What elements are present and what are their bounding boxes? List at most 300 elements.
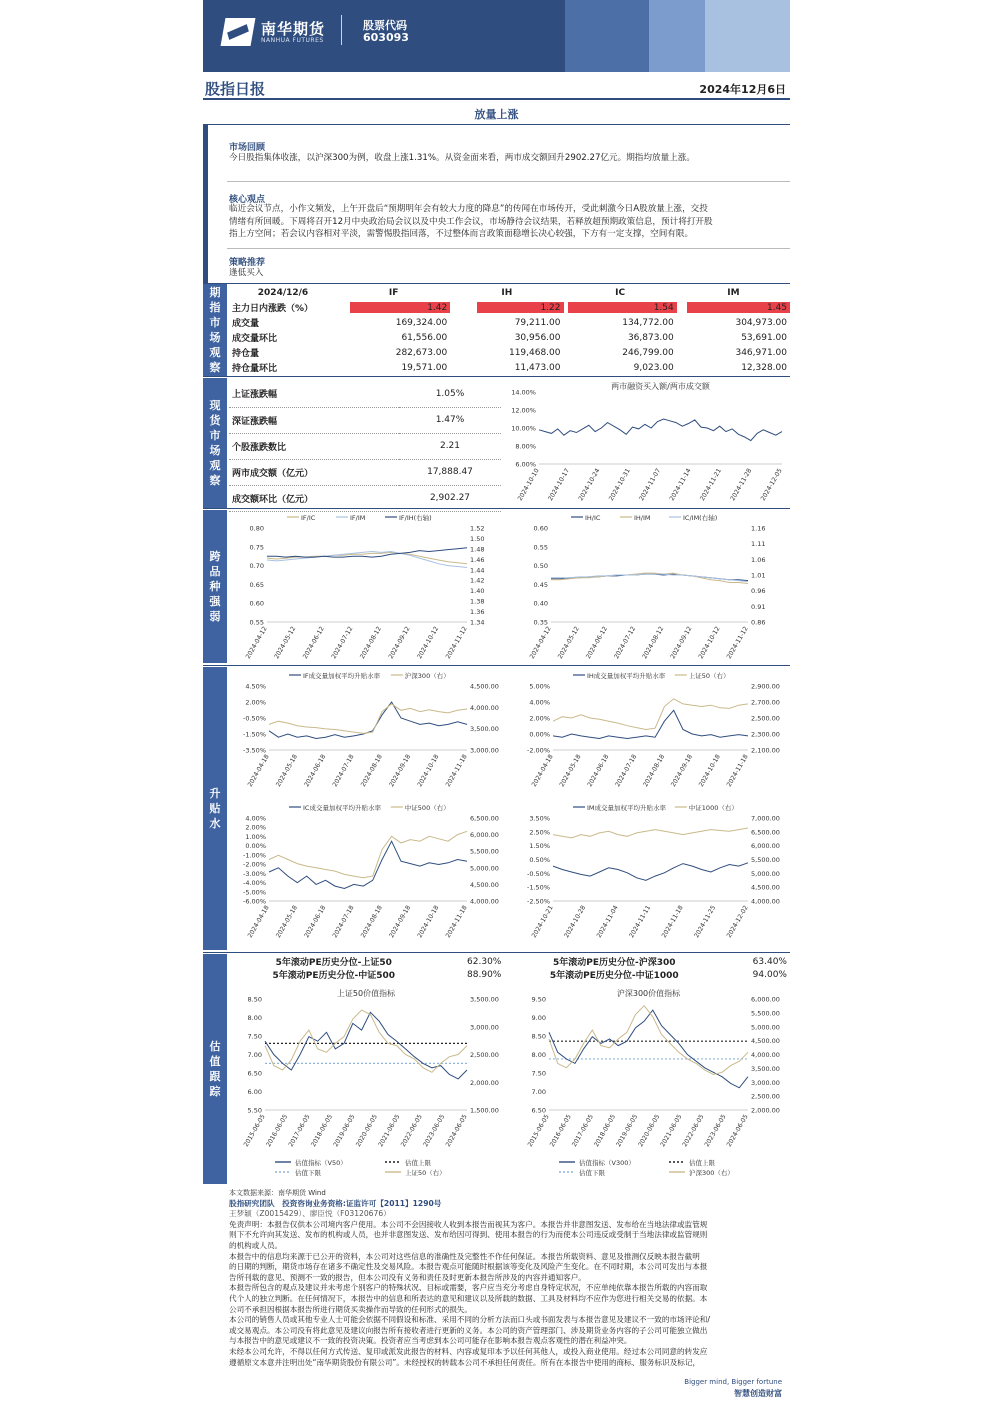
y2-tick-label: 4,500.00 xyxy=(470,682,499,691)
y2-tick-label: 2,300.00 xyxy=(751,730,780,739)
series-line xyxy=(265,1012,467,1079)
x-tick-label: 2024-10-21 xyxy=(530,904,555,940)
x-tick-label: 2023-06-05 xyxy=(422,1113,447,1149)
futures-table xyxy=(229,285,790,375)
x-tick-label: 2024-11-11 xyxy=(628,904,653,940)
x-tick-label: 2020-06-05 xyxy=(354,1113,379,1149)
disclaimer-line: 本报告中的信息均来源于已公开的资料，本公司对这些信息的准确性及完整性不作任何保证。本报告所载资料、意见及推测仅反映本报告截明 xyxy=(229,1251,700,1261)
y-tick-label: -2.00% xyxy=(527,746,550,755)
divider xyxy=(203,508,790,509)
futures-col-header: IF xyxy=(388,287,399,298)
y-tick-label: 0.75 xyxy=(249,543,264,552)
disclaimer xyxy=(229,1220,789,1368)
stock-label: 股票代码 xyxy=(363,19,407,32)
y-tick-label: 14.00% xyxy=(511,388,536,397)
y-tick-label: 0.60 xyxy=(533,524,548,533)
y2-tick-label: 3,000.00 xyxy=(470,746,499,755)
cell: 79,211.00 xyxy=(514,317,561,328)
x-tick-label: 2024-09-18 xyxy=(669,753,695,789)
spot-value: 1.05% xyxy=(399,381,501,407)
x-tick-label: 2024-11-21 xyxy=(698,467,723,503)
brand-cn: 南华期货 xyxy=(261,20,326,38)
y-tick-label: -6.00% xyxy=(243,897,266,906)
x-tick-label: 2015-06-05 xyxy=(526,1113,551,1149)
row-label: 成交量 xyxy=(232,319,260,329)
chart-svg xyxy=(513,802,790,947)
x-tick-label: 2024-04-12 xyxy=(528,625,553,661)
cell: 19,571.00 xyxy=(401,362,448,373)
y-tick-label: 1.50% xyxy=(529,842,550,851)
change-bar-cell xyxy=(337,300,450,315)
x-tick-label: 2024-11-18 xyxy=(660,904,685,940)
spot-row xyxy=(229,433,501,459)
series-line xyxy=(553,710,748,738)
row-label: 成交量环比 xyxy=(232,334,278,344)
x-tick-label: 2024-09-18 xyxy=(388,753,413,789)
x-tick-label: 2024-08-12 xyxy=(641,625,666,661)
ih-basis-chart xyxy=(513,670,790,800)
change-value: 1.22 xyxy=(540,302,561,313)
market-review-text: 今日股指集体收涨，以沪深300为例，收盘上涨1.31%。从资金面来看，两市成交额回升2902.27亿元。期指均放量上涨。 xyxy=(229,153,695,163)
y-tick-label: 0.55 xyxy=(249,618,264,627)
row-label: 主力日内涨跌（%） xyxy=(232,304,314,314)
chart-svg xyxy=(229,985,509,1180)
x-tick-label: 2018-06-05 xyxy=(593,1113,618,1149)
x-tick-label: 2024-09-12 xyxy=(669,625,694,661)
y-tick-label: 4.00% xyxy=(245,814,266,823)
spot-label: 深证涨跌幅 xyxy=(229,407,399,433)
y2-tick-label: 7,000.00 xyxy=(751,814,780,823)
y-tick-label: 6.00% xyxy=(515,460,536,469)
chart-title: 沪深300价值指标 xyxy=(616,989,681,998)
disclaimer-line: 未经本公司允许，不得以任何方式传送、复印或派发此报告的材料、内容或复印本予以任何其他人，或投入商业使用。经过本公司同意的转发应 xyxy=(229,1346,708,1356)
x-tick-label: 2024-10-17 xyxy=(547,467,572,503)
cell: 12,328.00 xyxy=(741,362,787,373)
margin-ratio-chart xyxy=(503,378,790,506)
y2-tick-label: 1.16 xyxy=(751,524,766,533)
y2-tick-label: 5,500.00 xyxy=(751,1009,780,1018)
futures-col-header: IC xyxy=(615,287,626,298)
x-tick-label: 2024-11-04 xyxy=(595,904,620,940)
spot-label: 两市成交额（亿元） xyxy=(229,459,399,485)
x-tick-label: 2016-06-05 xyxy=(548,1113,573,1149)
logo-divider xyxy=(341,15,342,45)
x-tick-label: 2019-06-05 xyxy=(615,1113,640,1149)
change-value: 1.45 xyxy=(766,302,787,313)
y2-tick-label: 1.46 xyxy=(470,555,485,564)
y-tick-label: 7.50 xyxy=(531,1069,546,1078)
y2-tick-label: 5,500.00 xyxy=(470,847,499,856)
legend-label: IC成交量加权平均升贴水率 xyxy=(303,804,381,812)
disclaimer-line: 本公司的销售人员或其他专业人士可能会依据不同假设和标准、采用不同的分析方法而口头或书面发表与本报告意见及建议不一致的市场评论和/ xyxy=(229,1315,710,1325)
x-tick-label: 2023-06-05 xyxy=(703,1113,728,1149)
y2-tick-label: 2,000.00 xyxy=(751,1106,780,1115)
y2-tick-label: 2,500.00 xyxy=(470,1051,499,1059)
series-line xyxy=(553,699,748,730)
spot-label: 成交额环比（亿元） xyxy=(229,485,399,511)
x-tick-label: 2024-08-18 xyxy=(359,753,384,789)
y-tick-label: 8.00 xyxy=(531,1051,546,1059)
y-tick-label: 2.00% xyxy=(245,823,266,832)
y-tick-label: -1.50% xyxy=(527,883,550,892)
x-tick-label: 2024-07-12 xyxy=(613,625,638,661)
x-tick-label: 2022-06-05 xyxy=(399,1113,424,1149)
header-banner xyxy=(203,0,790,72)
series-line xyxy=(269,831,467,878)
y-tick-label: 0.35 xyxy=(533,618,548,627)
legend-label: IH/IM xyxy=(634,514,651,522)
ih-ratio-chart xyxy=(513,512,790,662)
x-tick-label: 2024-04-18 xyxy=(530,753,555,789)
chart-svg xyxy=(229,670,509,800)
y-tick-label: 0.00% xyxy=(529,730,550,739)
x-tick-label: 2022-06-05 xyxy=(681,1113,706,1149)
x-tick-label: 2024-11-14 xyxy=(668,467,693,503)
change-value: 1.54 xyxy=(653,302,674,313)
y-tick-label: 4.50% xyxy=(245,682,266,691)
legend-label: IH/IC xyxy=(585,514,601,522)
chart-svg xyxy=(503,378,790,506)
cell: 304,973.00 xyxy=(735,317,787,328)
x-tick-label: 2020-06-05 xyxy=(637,1113,662,1149)
legend-label: 上证50（右） xyxy=(405,1169,446,1177)
chart-title: 上证50价值指标 xyxy=(336,989,396,998)
banner-stripe xyxy=(705,0,790,72)
core-view-line: 指上方空间；若会议内容相对平淡，需警惕股指回落，不过整体而言政策面稳增长决心较强，下方有一定支撑，空间有限。 xyxy=(229,229,694,239)
hs300-valuation-chart xyxy=(513,985,790,1180)
pe-row xyxy=(229,968,790,981)
x-tick-label: 2024-11-07 xyxy=(638,467,663,503)
pe-value: 94.00% xyxy=(752,969,787,980)
x-tick-label: 2017-06-05 xyxy=(570,1113,595,1149)
chart-svg xyxy=(229,512,509,662)
futures-row-change xyxy=(229,300,790,315)
y-tick-label: 0.65 xyxy=(249,580,264,589)
y2-tick-label: 4,500.00 xyxy=(751,1037,780,1046)
pe-value: 63.40% xyxy=(752,956,787,967)
y2-tick-label: 5,000.00 xyxy=(470,864,499,873)
futures-col-header: IM xyxy=(727,287,740,298)
core-view-text xyxy=(229,203,784,241)
y2-tick-label: 3,500.00 xyxy=(751,1064,780,1073)
x-tick-label: 2024-10-18 xyxy=(416,753,441,789)
divider xyxy=(203,124,790,125)
y-tick-label: 12.00% xyxy=(511,406,536,415)
spot-sidebar-label: 现 货 市 场 观 察 xyxy=(209,399,221,487)
y-tick-label: -3.00% xyxy=(243,869,266,878)
if-ratio-chart xyxy=(229,512,509,662)
y-tick-label: -0.50% xyxy=(243,714,266,723)
if-basis-chart xyxy=(229,670,509,800)
legend-label: 沪深300（右） xyxy=(404,672,450,680)
futures-col-header: IH xyxy=(501,287,513,298)
y2-tick-label: 6,000.00 xyxy=(470,831,499,840)
series-line xyxy=(539,419,782,441)
title-row xyxy=(203,76,790,100)
core-view-line: 情绪有所回暖。下周将召开12月中央政治局会议以及中央工作会议，市场静待会议结果，若释放超预期政策信息，预计将打开股 xyxy=(229,216,713,227)
y-tick-label: 9.00 xyxy=(531,1014,546,1022)
x-tick-label: 2024-08-12 xyxy=(358,625,384,661)
y2-tick-label: 1.06 xyxy=(751,555,766,564)
y-tick-label: 0.45 xyxy=(533,580,548,589)
disclaimer-line: 公司不承担因根据本报告所进行期货买卖操作而导致的任何形式的损失。 xyxy=(229,1304,472,1314)
y2-tick-label: 1.42 xyxy=(470,576,485,585)
headline: 放量上涨 xyxy=(474,108,519,121)
chart-title: 两市融资买入额/两市成交额 xyxy=(611,382,710,391)
divider xyxy=(203,665,790,666)
y2-tick-label: 3,000.00 xyxy=(470,1023,499,1032)
data-source: 本文数据来源：南华期货 Wind xyxy=(229,1189,326,1197)
legend-label: 上证50（右） xyxy=(688,672,730,680)
y-tick-label: -4.00% xyxy=(243,879,266,888)
y2-tick-label: 4,000.00 xyxy=(751,897,780,906)
y-tick-label: 8.00 xyxy=(247,1014,262,1022)
y-tick-label: 6.00 xyxy=(247,1088,262,1096)
chart-svg xyxy=(229,802,509,947)
y-tick-label: 9.50 xyxy=(531,995,546,1004)
y2-tick-label: 1.44 xyxy=(470,566,485,575)
disclaimer-line: 与本报告中的意见或建议不一致的投资决策。投资者应当考虑到本公司可能存在影响本报告观点客观性的潜在利益冲突。 xyxy=(229,1336,632,1346)
y2-tick-label: 1.11 xyxy=(751,540,766,549)
legend-label: IF/IC xyxy=(301,514,316,522)
row-label: 持仓量环比 xyxy=(232,364,278,374)
spot-table xyxy=(229,381,501,512)
x-tick-label: 2015-06-05 xyxy=(242,1113,267,1149)
cell: 346,971.00 xyxy=(735,347,787,358)
y-tick-label: 0.60 xyxy=(249,599,264,608)
core-view-line: 临近会议节点，小作文频发，上午开盘后“预期明年会有较大力度的降息”的传闻在市场传开，受此刺激今日A股放量上涨，交投 xyxy=(229,204,708,214)
y-tick-label: 5.00% xyxy=(529,682,550,691)
spot-value: 1.47% xyxy=(399,407,501,433)
change-value: 1.42 xyxy=(427,302,448,313)
x-tick-label: 2024-08-18 xyxy=(642,753,667,789)
y2-tick-label: 6,000.00 xyxy=(751,995,780,1004)
change-bar-cell xyxy=(677,300,790,315)
pe-value: 62.30% xyxy=(467,956,502,967)
y-tick-label: 0.80 xyxy=(249,524,264,533)
x-tick-label: 2024-09-18 xyxy=(388,904,413,940)
y-tick-label: 1.00% xyxy=(245,832,266,841)
y2-tick-label: 1.52 xyxy=(470,524,485,533)
logo-block xyxy=(203,0,565,72)
y2-tick-label: 0.96 xyxy=(751,587,766,596)
disclaimer-line: 则下不允许向其发送、发布的机构或人员，也并非意图发送、发布给因可得到、使用本报告的行为而使本公司违反或受制于当地法律或监管规则 xyxy=(229,1230,708,1240)
spot-value: 2,902.27 xyxy=(399,485,501,511)
y2-tick-label: 1.34 xyxy=(470,618,485,627)
valuation-sidebar-label: 估 值 跟 踪 xyxy=(209,1040,221,1098)
y-tick-label: 0.00% xyxy=(245,842,266,851)
x-tick-label: 2024-11-18 xyxy=(444,904,469,940)
banner-stripe xyxy=(565,0,649,72)
legend-label: 中证1000（右） xyxy=(688,804,738,812)
brand-en: NANHUA FUTURES xyxy=(261,37,324,44)
x-tick-label: 2024-10-18 xyxy=(416,904,441,940)
change-bar-cell xyxy=(450,300,563,315)
nanhua-logo-icon xyxy=(221,18,256,46)
x-tick-label: 2024-07-18 xyxy=(331,753,356,789)
y-tick-label: 7.00 xyxy=(247,1051,262,1059)
cell: 246,799.00 xyxy=(622,347,674,358)
y2-tick-label: 6,000.00 xyxy=(751,842,780,851)
spot-value: 17,888.47 xyxy=(399,459,501,485)
y2-tick-label: 2,100.00 xyxy=(751,746,780,755)
spot-label: 上证涨跌幅 xyxy=(229,381,399,407)
y-tick-label: 8.50 xyxy=(531,1032,546,1041)
y-tick-label: 0.50% xyxy=(529,856,550,864)
x-tick-label: 2024-06-18 xyxy=(303,753,328,789)
cell: 9,023.00 xyxy=(633,362,674,373)
research-team: 股指研究团队 投资咨询业务资格:证监许可【2011】1290号 xyxy=(229,1198,442,1208)
x-tick-label: 2018-06-05 xyxy=(310,1113,335,1149)
futures-sidebar xyxy=(203,284,227,376)
y2-tick-label: 6,500.00 xyxy=(751,828,780,837)
x-tick-label: 2024-06-18 xyxy=(586,753,611,789)
y-tick-label: -0.50% xyxy=(527,869,550,878)
pe-row xyxy=(229,955,790,968)
x-tick-label: 2024-10-12 xyxy=(416,625,441,661)
x-tick-label: 2024-10-18 xyxy=(697,753,722,789)
y-tick-label: 10.00% xyxy=(511,424,536,433)
core-view-heading: 核心观点 xyxy=(229,195,266,205)
footer xyxy=(229,1188,789,1368)
y-tick-label: 3.50% xyxy=(529,814,550,823)
x-tick-label: 2024-10-31 xyxy=(607,467,632,503)
spot-row xyxy=(229,381,501,407)
x-tick-label: 2024-04-18 xyxy=(246,904,271,940)
x-tick-label: 2019-06-05 xyxy=(332,1113,357,1149)
x-tick-label: 2024-10-12 xyxy=(697,625,722,661)
cell: 61,556.00 xyxy=(401,332,448,343)
y2-tick-label: 2,500.00 xyxy=(751,714,780,723)
x-tick-label: 2024-11-25 xyxy=(693,904,718,940)
x-tick-label: 2024-05-18 xyxy=(274,904,300,940)
y2-tick-label: 1.36 xyxy=(470,608,485,617)
futures-row xyxy=(229,345,790,360)
cell: 282,673.00 xyxy=(395,347,448,358)
legend-label: IF成交量加权平均升贴水率 xyxy=(303,672,381,680)
y-tick-label: 0.70 xyxy=(249,562,264,571)
futures-date-header: 2024/12/6 xyxy=(257,287,309,298)
y2-tick-label: 5,000.00 xyxy=(751,1023,780,1032)
slogan-cn: 智慧创造财富 xyxy=(734,1389,782,1398)
x-tick-label: 2024-11-28 xyxy=(729,467,754,503)
pe-table xyxy=(229,955,790,981)
sz50-valuation-chart xyxy=(229,985,509,1180)
y2-tick-label: 2,500.00 xyxy=(751,1092,780,1101)
y2-tick-label: 4,000.00 xyxy=(470,703,499,712)
report-page xyxy=(203,0,790,1403)
disclaimer-line: 代个人的独立判断。在任何情况下，本报告中的信息和所表达的意见和建议以及所载的数据、工具及材料均不应作为您进行相关交易的依据。本 xyxy=(229,1293,708,1303)
pe-label: 5年滚动PE历史分位-中证500 xyxy=(272,971,396,981)
y-tick-label: -2.00% xyxy=(243,860,266,869)
x-tick-label: 2024-10-24 xyxy=(577,467,602,503)
disclaimer-line: 免责声明：本报告仅供本公司境内客户使用。本公司不会因接收人收到本报告而视其为客户。本报告并非意图发送、发布给在当地法律或监管规 xyxy=(229,1219,708,1229)
y-tick-label: 8.50 xyxy=(247,995,262,1004)
x-tick-label: 2024-12-05 xyxy=(759,467,784,503)
y2-tick-label: 3,500.00 xyxy=(470,725,499,734)
x-tick-label: 2024-07-12 xyxy=(330,625,355,661)
cell: 36,873.00 xyxy=(627,332,674,343)
y2-tick-label: 5,000.00 xyxy=(751,869,780,878)
x-tick-label: 2024-10-28 xyxy=(563,904,588,940)
spot-label: 个股涨跌数比 xyxy=(229,433,399,459)
y2-tick-label: 2,000.00 xyxy=(470,1078,499,1087)
y-tick-label: -1.00% xyxy=(243,851,266,860)
cell: 134,772.00 xyxy=(622,317,674,328)
y2-tick-label: 5,500.00 xyxy=(751,856,780,864)
divider xyxy=(203,952,790,953)
y2-tick-label: 0.91 xyxy=(751,602,766,611)
pe-label: 5年滚动PE历史分位-上证50 xyxy=(275,958,392,968)
series-line xyxy=(267,552,467,563)
legend-label: 估值上限 xyxy=(405,1159,431,1167)
y-tick-label: 2.50% xyxy=(529,828,550,837)
y-tick-label: 0.50 xyxy=(533,562,548,571)
y-tick-label: 6.50 xyxy=(531,1106,546,1115)
y-tick-label: -5.00% xyxy=(243,888,266,897)
x-tick-label: 2024-05-18 xyxy=(558,753,583,789)
divider xyxy=(203,283,790,284)
y-tick-label: 4.00% xyxy=(529,698,550,707)
y2-tick-label: 4,000.00 xyxy=(470,897,499,906)
y2-tick-label: 2,900.00 xyxy=(751,682,780,691)
y-tick-label: 0.40 xyxy=(533,599,548,608)
y2-tick-label: 6,500.00 xyxy=(470,814,499,823)
y2-tick-label: 4,000.00 xyxy=(751,1051,780,1059)
series-line xyxy=(269,704,467,734)
y-tick-label: -1.50% xyxy=(243,730,266,739)
x-tick-label: 2024-05-18 xyxy=(274,753,300,789)
legend-label: 估值指标（V300） xyxy=(579,1159,635,1167)
banner-stripe xyxy=(649,0,705,72)
x-tick-label: 2016-06-05 xyxy=(265,1113,290,1149)
y2-tick-label: 1.01 xyxy=(751,571,766,580)
disclaimer-line: 或交易观点。本公司没有将此意见及建议向报告所有接收者进行更新的义务。本公司的资产管理部门、涉及期货业务内容的子公司可能独立做出 xyxy=(229,1325,708,1335)
cell: 30,956.00 xyxy=(514,332,561,343)
spot-sidebar xyxy=(203,378,227,508)
x-tick-label: 2024-06-05 xyxy=(444,1113,469,1149)
series-line xyxy=(553,828,748,838)
chart-svg xyxy=(513,670,790,800)
legend-label: IC/IM(右轴) xyxy=(683,514,718,522)
divider xyxy=(227,248,790,249)
cell: 119,468.00 xyxy=(508,347,561,358)
legend-label: 中证500（右） xyxy=(404,804,450,812)
y-tick-label: 0.55 xyxy=(533,543,548,552)
y2-tick-label: 2,700.00 xyxy=(751,698,780,707)
disclaimer-line: 本报告所包含的观点及建议并未考虑个别客户的特殊状况、目标或需要，客户应当充分考虑自身特定状况，不应单纯依靠本报告所载的内容而取 xyxy=(229,1283,708,1293)
legend-label: IF/IM xyxy=(350,514,366,522)
basis-sidebar xyxy=(203,667,227,950)
y2-tick-label: 1.50 xyxy=(470,534,485,543)
row-label: 持仓量 xyxy=(232,349,260,359)
x-tick-label: 2024-06-12 xyxy=(301,625,326,661)
x-tick-label: 2024-05-12 xyxy=(273,625,298,661)
strategy-text: 逢低买入 xyxy=(229,268,264,278)
authors: 王梦颖（Z0015429）、廖臣悦（F03120676） xyxy=(229,1209,391,1219)
report-title: 股指日报 xyxy=(205,80,266,98)
legend-label: IH成交量加权平均升贴水率 xyxy=(587,672,666,680)
x-tick-label: 2024-12-02 xyxy=(725,904,750,940)
cell: 11,473.00 xyxy=(514,362,561,373)
legend-label: 估值指标（V50） xyxy=(295,1159,347,1167)
pe-label: 5年滚动PE历史分位-中证1000 xyxy=(549,971,679,981)
futures-sidebar-label: 期 指 市 场 观 察 xyxy=(209,286,221,374)
futures-row xyxy=(229,315,790,330)
pe-value: 88.90% xyxy=(467,969,502,980)
stock-code: 603093 xyxy=(363,31,409,44)
chart-svg xyxy=(513,512,790,662)
